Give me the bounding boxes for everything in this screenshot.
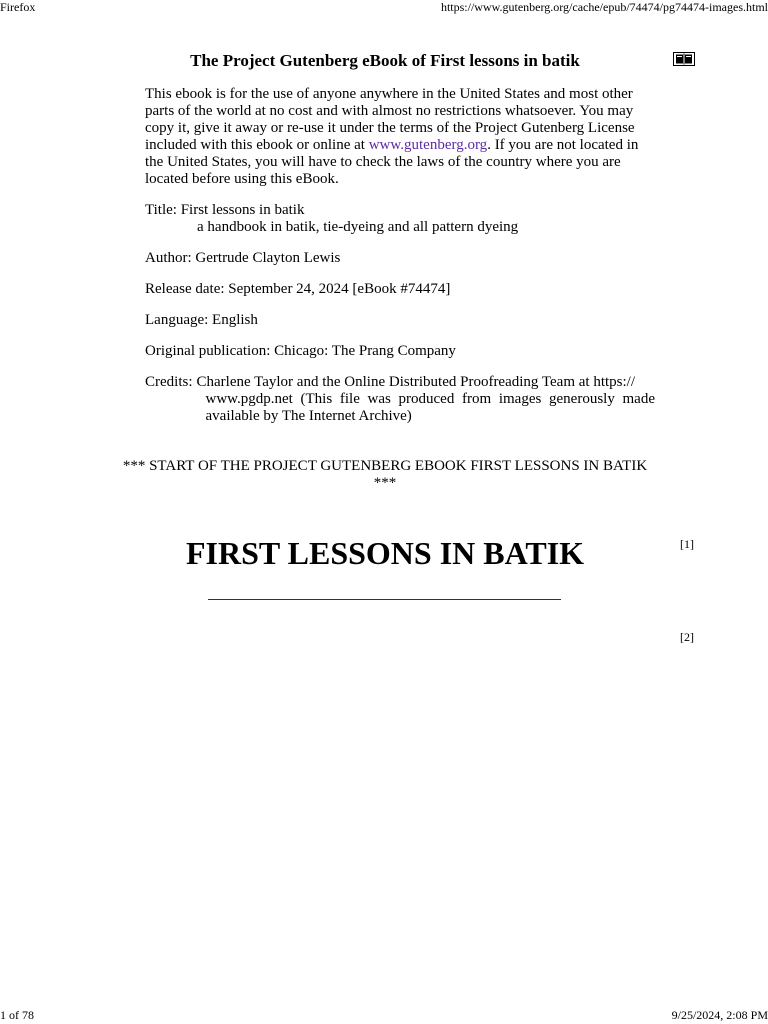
meta-original-publication: Original publication: Chicago: The Prang Company (145, 343, 456, 359)
meta-credits (145, 374, 655, 425)
credits-line-rest: www.pgdp.net (This file was produced from images generously made available by The Internet Archive) (205, 391, 655, 424)
title-block (145, 202, 655, 236)
print-timestamp: 9/25/2024, 2:08 PM (671, 1008, 768, 1022)
credits-value (193, 374, 656, 425)
page-url: https://www.gutenberg.org/cache/epub/74474/pg74474-images.html (440, 0, 768, 14)
browser-name: Firefox (0, 0, 36, 14)
book-icon[interactable] (673, 52, 695, 66)
page-marker-2[interactable]: [2] (680, 630, 694, 644)
ebook-front-matter (145, 86, 655, 425)
credits-line-1: Charlene Taylor and the Online Distributed Proofreading Team at https:// (196, 374, 635, 390)
ebook-title: The Project Gutenberg eBook of First lessons in batik (190, 51, 580, 70)
book-title: FIRST LESSONS IN BATIK (185, 535, 585, 571)
page-count: 1 of 78 (0, 1008, 34, 1022)
meta-language: Language: English (145, 312, 258, 328)
meta-title: Title: First lessons in batik (145, 202, 305, 218)
credits-label: Credits: (145, 374, 193, 390)
start-banner: *** START OF THE PROJECT GUTENBERG EBOOK FIRST LESSONS IN BATIK *** (122, 458, 648, 491)
intro-text-after: . If you are not located in the United States, you will have to check the laws of the country where you are located before using this eBook. (145, 137, 639, 187)
title-rule (208, 599, 561, 600)
meta-author: Author: Gertrude Clayton Lewis (145, 250, 341, 266)
page-marker-1[interactable]: [1] (680, 537, 694, 551)
meta-subtitle: a handbook in batik, tie-dyeing and all pattern dyeing (197, 219, 519, 235)
print-footer (0, 1008, 768, 1024)
meta-release-date: Release date: September 24, 2024 [eBook #74474] (145, 281, 451, 297)
gutenberg-link[interactable]: www.gutenberg.org (368, 137, 488, 153)
intro-text-before: This ebook is for the use of anyone anywhere in the United States and most other parts of the world at no cost and with almost no restrictions whatsoever. You may copy it, give it away or re-use it under the terms of the Project Gutenberg License included with this ebook or online at (145, 86, 635, 153)
print-header (0, 0, 768, 16)
license-intro (145, 86, 655, 188)
